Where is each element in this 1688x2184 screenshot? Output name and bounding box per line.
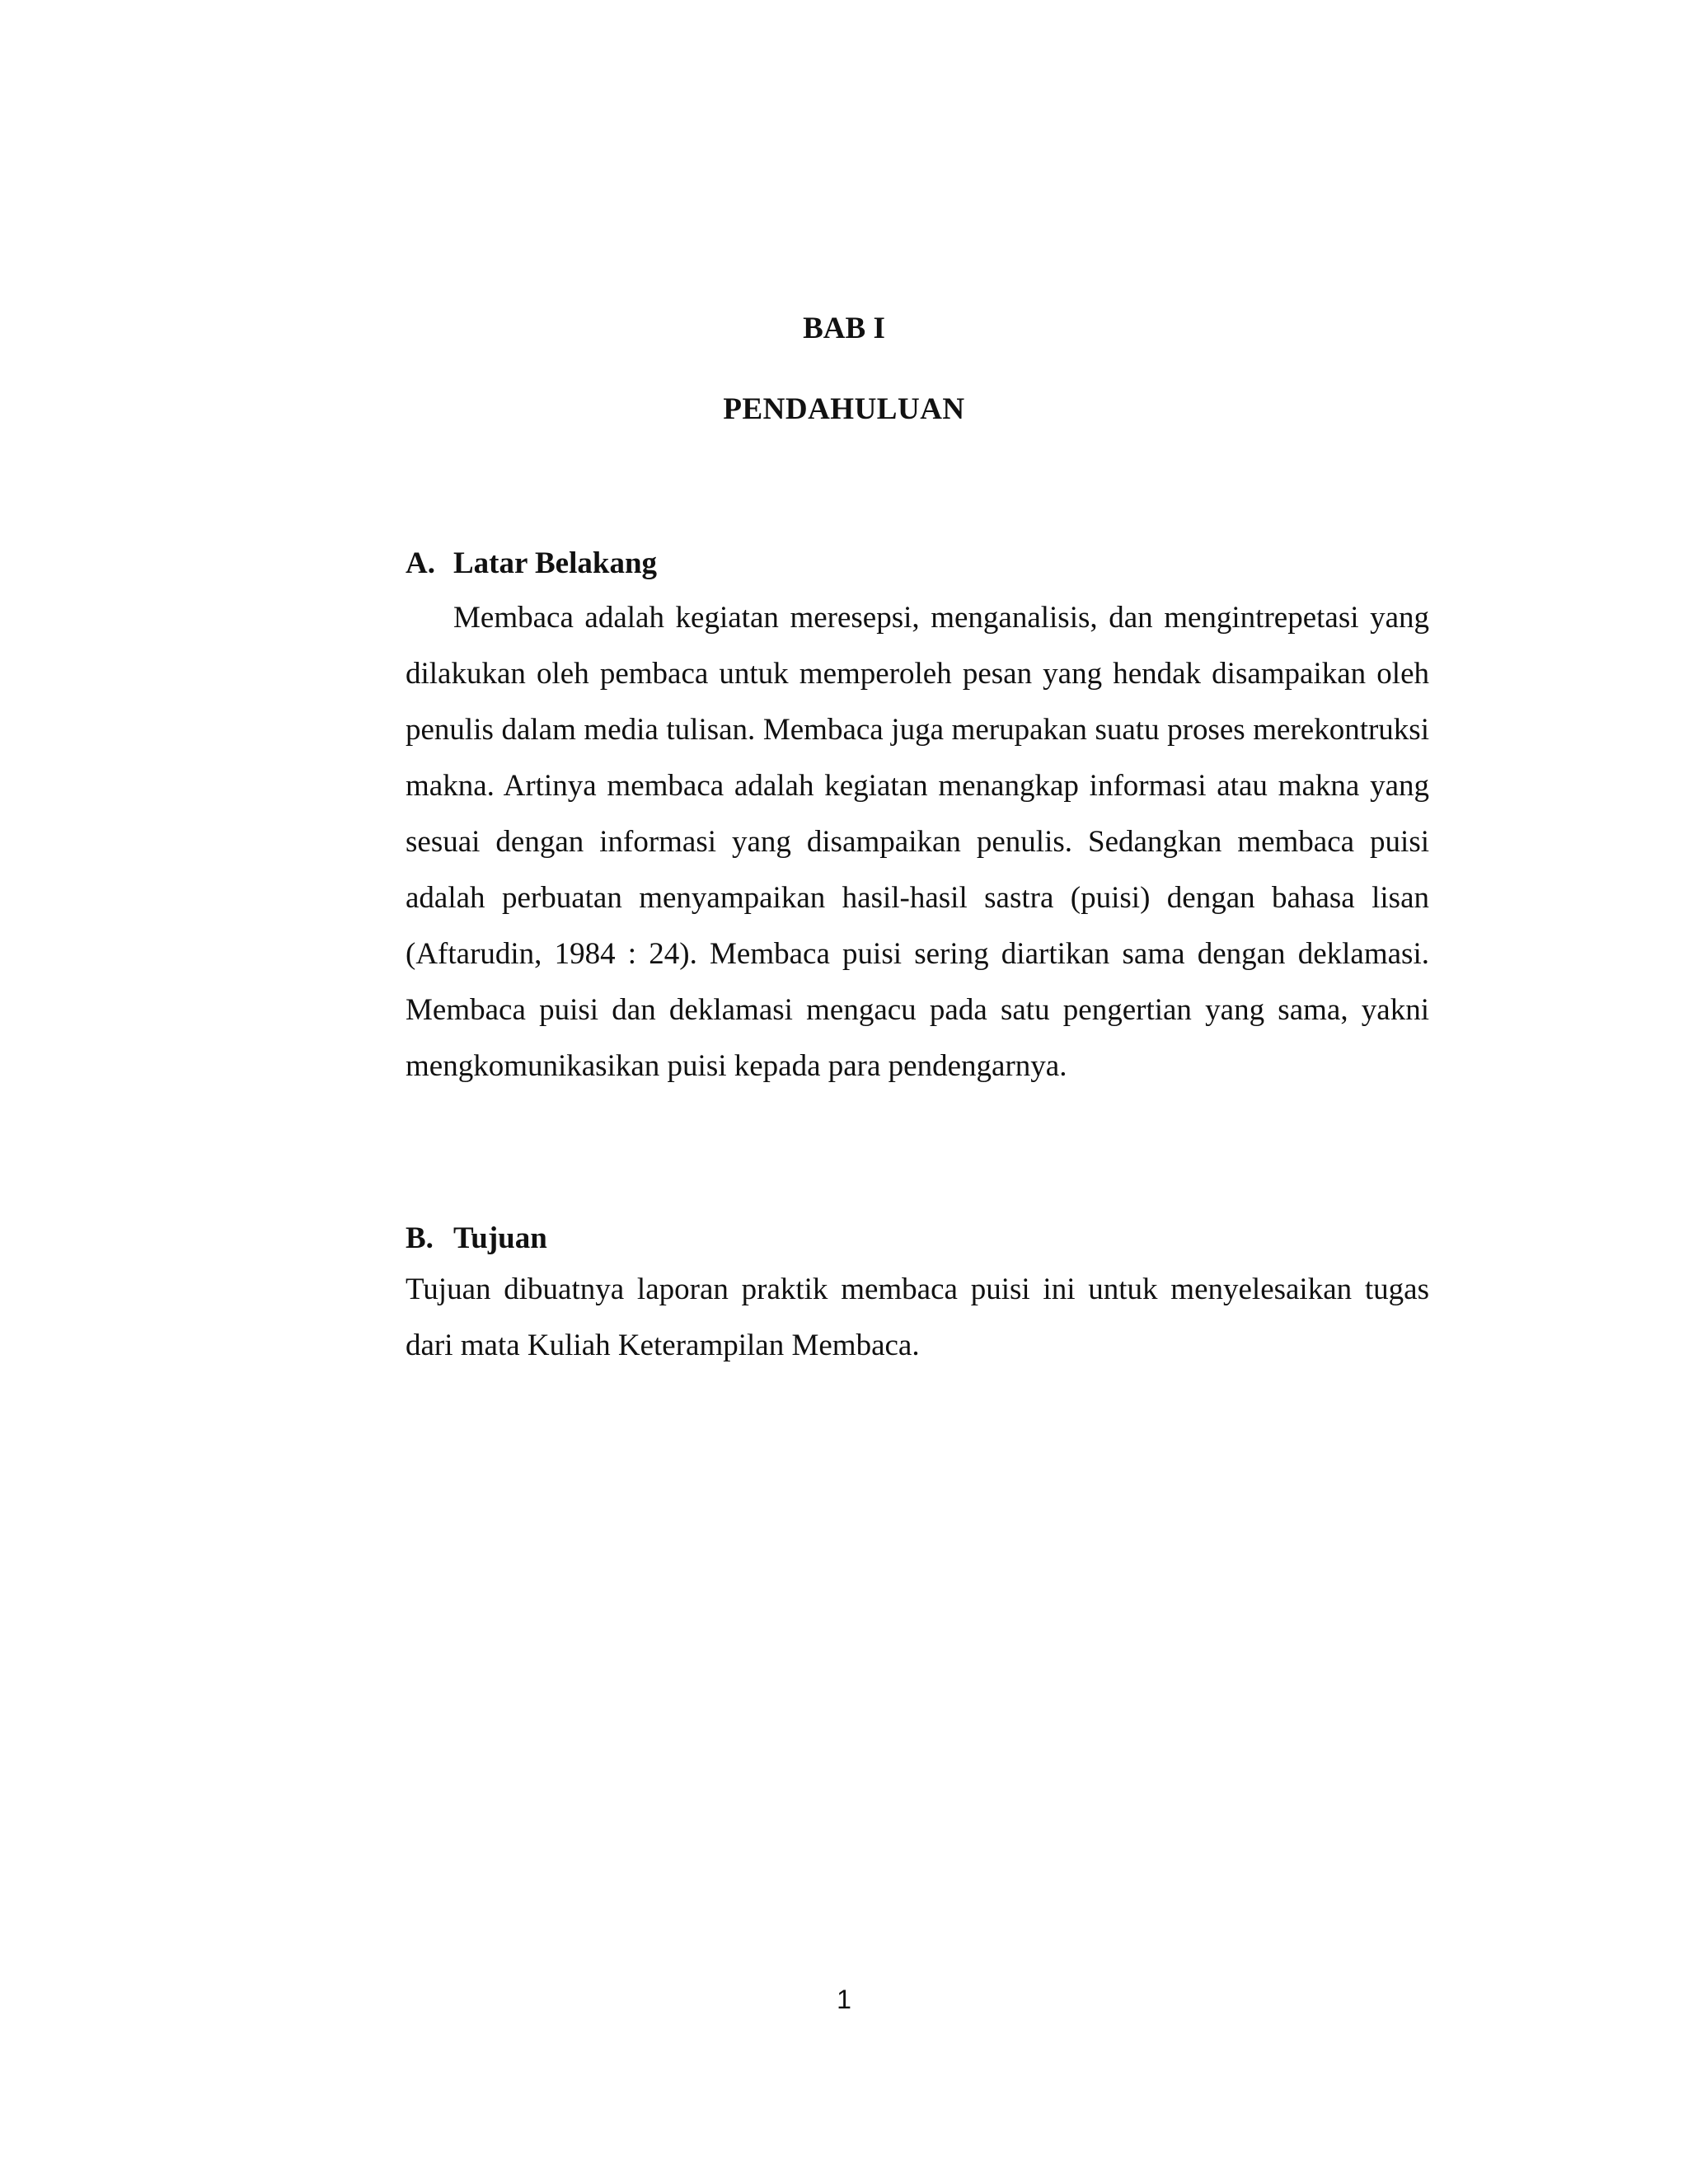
section-heading-tujuan bbox=[406, 1223, 547, 1254]
section-heading-latar-belakang bbox=[406, 548, 657, 579]
chapter-title: PENDAHULUAN bbox=[723, 392, 965, 426]
section-letter: B. bbox=[406, 1221, 434, 1255]
section-title: Tujuan bbox=[453, 1221, 547, 1255]
section-letter: A. bbox=[406, 546, 435, 580]
section-paragraph-latar-belakang: Membaca adalah kegiatan meresepsi, menganalisis, dan mengintrepetasi yang dilakukan oleh pembaca untuk memperoleh pesan yang hendak disampaikan oleh penulis dalam media tulisan. Membaca juga merupakan suatu proses merekontruksi makna. Artinya membaca adalah kegiatan menangkap informasi atau makna yang sesuai dengan informasi yang disampaikan penulis. Sedangkan membaca puisi adalah perbuatan menyampaikan hasil-hasil sastra (puisi) dengan bahasa lisan (Aftarudin, 1984 : 24). Membaca puisi sering diartikan sama dengan deklamasi. Membaca puisi dan deklamasi mengacu pada satu pengertian yang sama, yakni mengkomunikasikan puisi kepada para pendengarnya. bbox=[406, 601, 1429, 1083]
chapter-number: BAB I bbox=[803, 312, 885, 345]
section-paragraph-tujuan: Tujuan dibuatnya laporan praktik membaca puisi ini untuk menyelesaikan tugas dari mata Kuliah Keterampilan Membaca. bbox=[406, 1272, 1429, 1362]
page-number: 1 bbox=[837, 1985, 851, 2014]
section-title: Latar Belakang bbox=[453, 546, 658, 580]
